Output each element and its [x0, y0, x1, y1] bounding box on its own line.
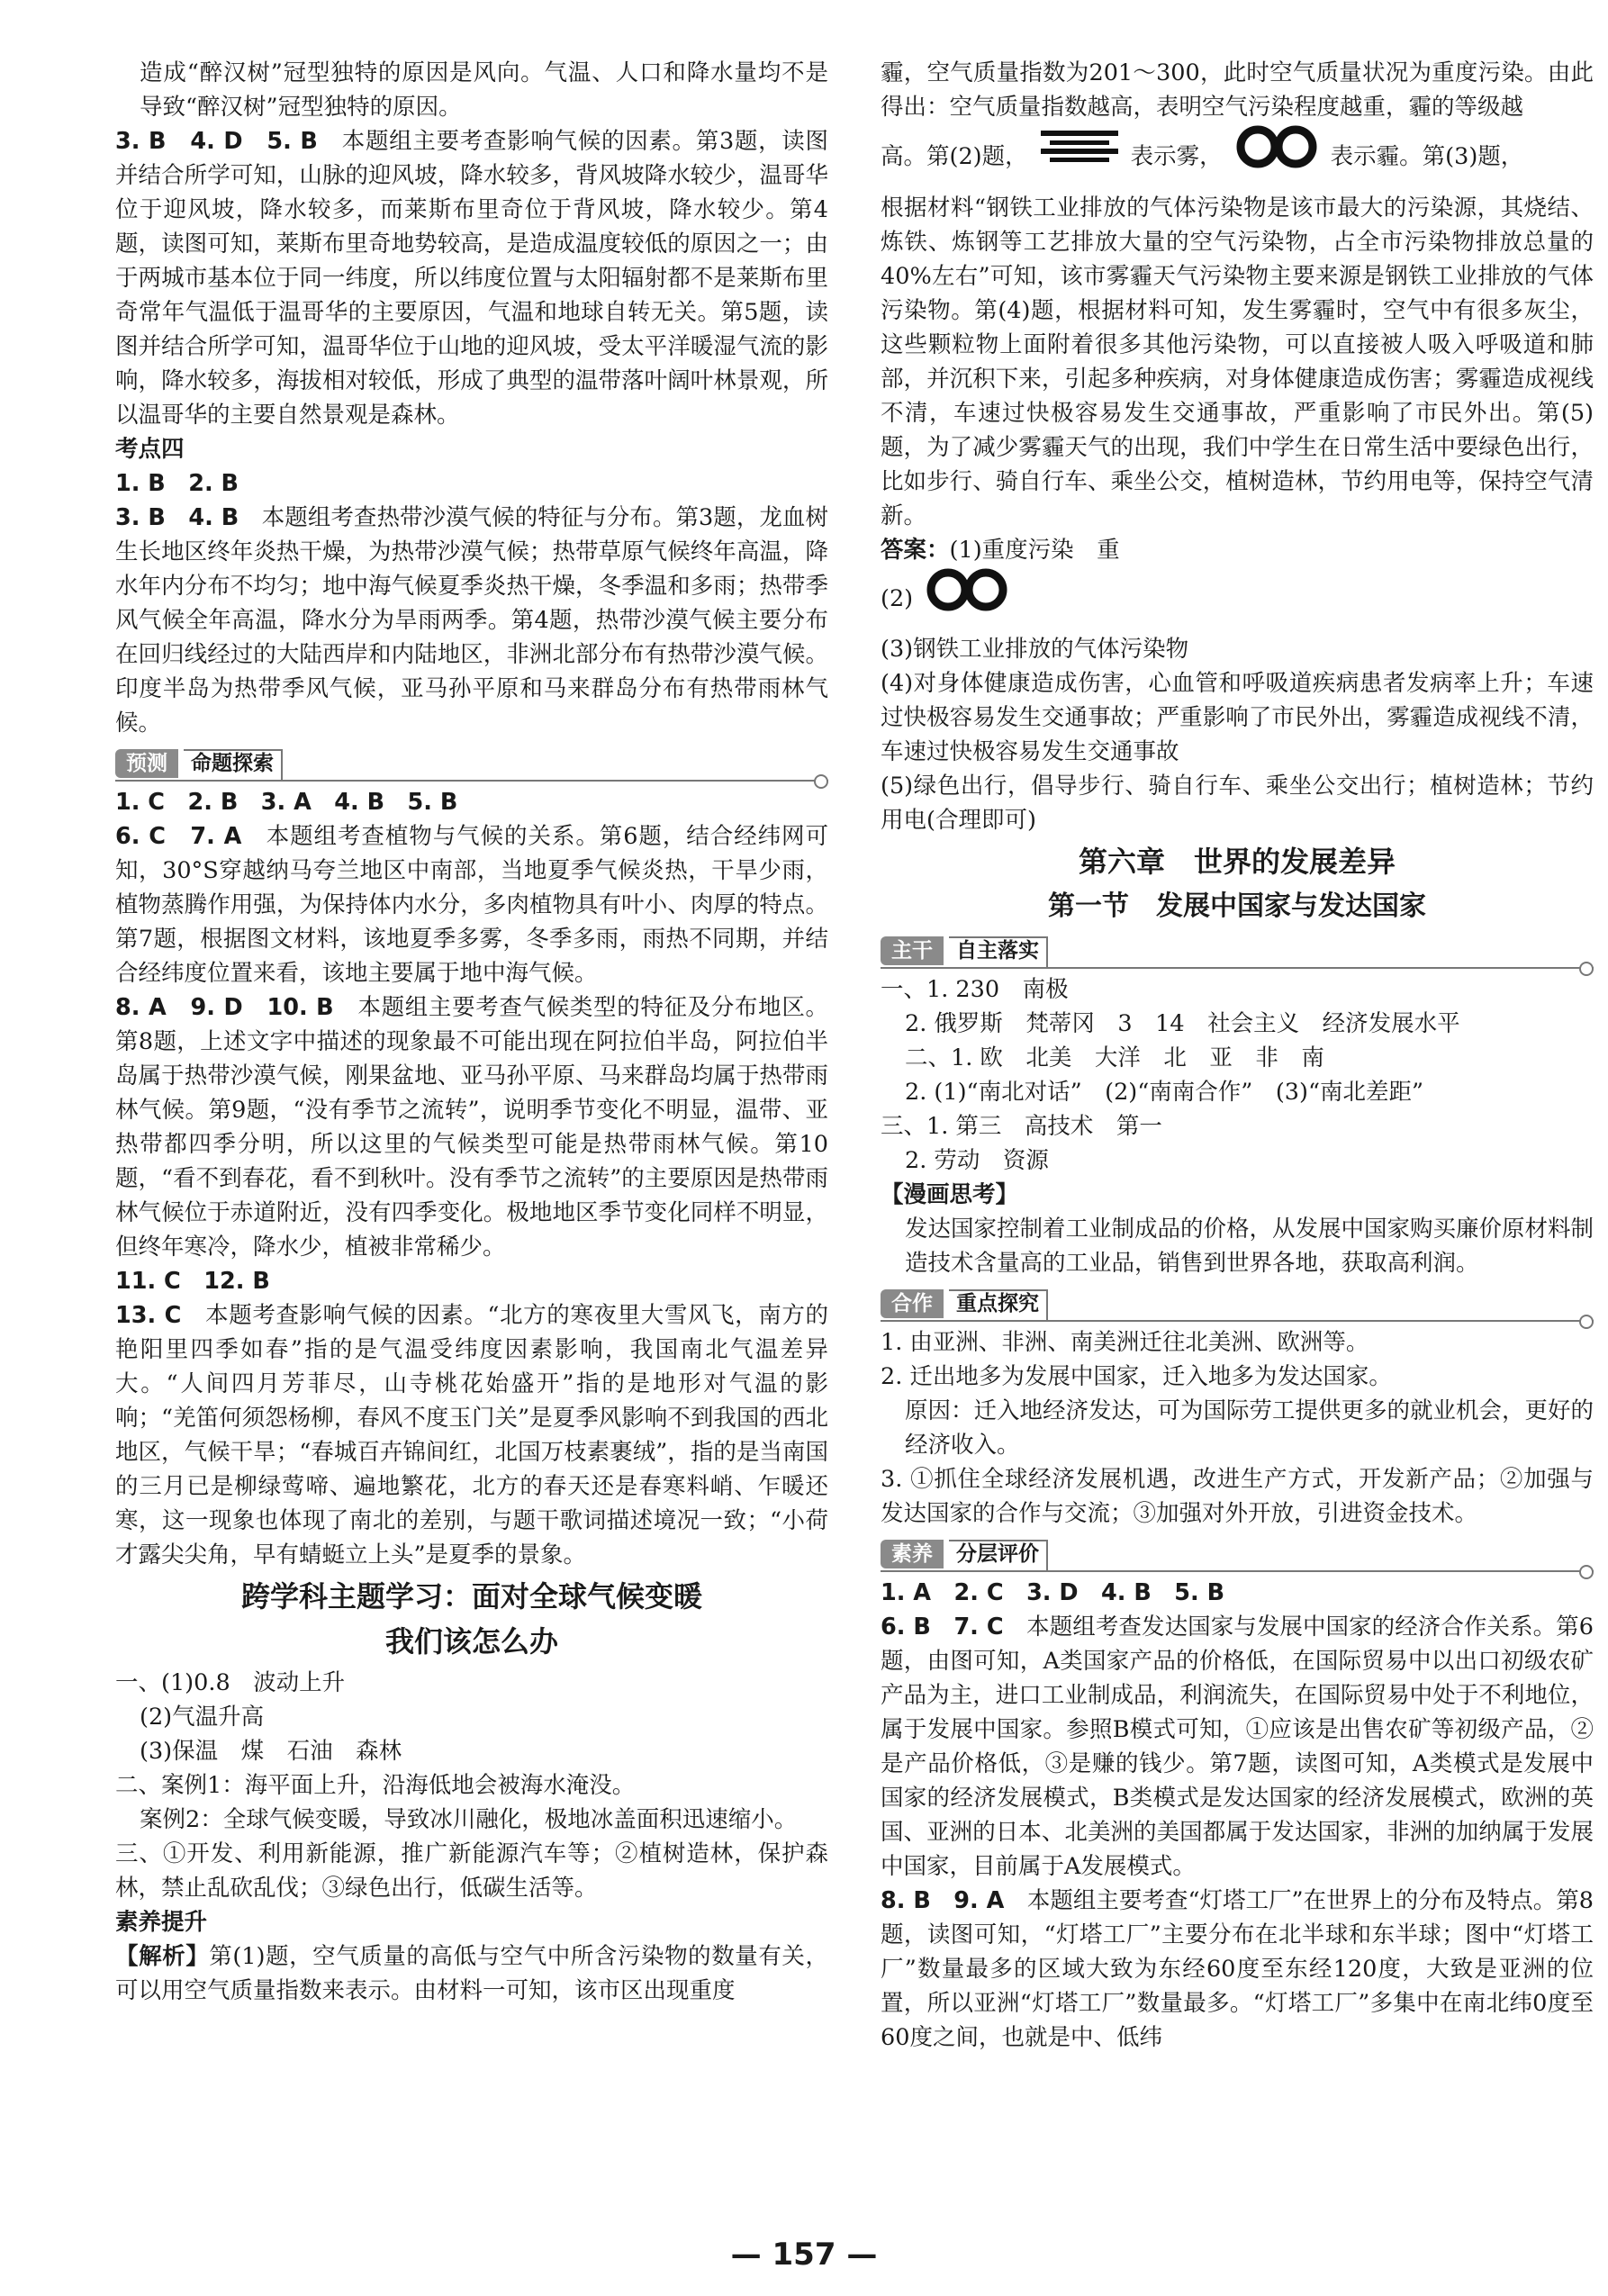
list-item: 2. 俄罗斯 梵蒂冈 3 14 社会主义 经济发展水平	[905, 1010, 1460, 1037]
answer-text: 本题组考查发达国家与发展中国家的经济合作关系。第6题，由图可知，A类国家产品的价格低，在国际贸易中以出口初级农矿产品为主，进口工业制成品，利润流失，在国际贸易中处于不利地位，属于发展中国家。参照B模式可知，①应该是出售农矿等初级产品，②是产品价格低，③是赚的钱少。第7题，读图可知，A类模式是发展中国家的经济发展模式，B类模式是发达国家的经济发展模式，欧洲的英国、亚洲的日本、北美洲的美国都属于发达国家，非洲的加纳属于发展中国家，目前属于A发展模式。	[881, 1614, 1594, 1880]
answer-text: 本题组主要考查气候类型的特征及分布地区。第8题，上述文字中描述的现象最不可能出现在阿拉伯半岛，阿拉伯半岛属于热带沙漠气候，刚果盆地、亚马孙平原、马来群岛均属于热带雨林气候。第9题，“没有季节之流转”，说明季节变化不明显，温带、亚热带都四季分明，所以这里的气候类型可能是热带雨林气候。第10题，“看不到春花，看不到秋叶。没有季节之流转”的主要原因是热带雨林气候位于赤道附近，没有四季变化。极地地区季节变化同样不明显，但终年寒冷，降水少，植被非常稀少。	[115, 994, 828, 1261]
section-label: 【漫画思考】	[881, 1181, 1019, 1208]
divider-dot	[1579, 1315, 1594, 1329]
section-bar-literacy	[881, 1536, 1594, 1572]
list-item: 二、案例1：海平面上升，沿海低地会被海水淹没。	[115, 1772, 636, 1799]
answer-numbers: 6. B 7. C	[881, 1614, 1004, 1641]
divider-dot	[1579, 1565, 1594, 1579]
answer-text: 本题组主要考查“灯塔工厂”在世界上的分布及特点。第8题，读图可知，“灯塔工厂”主要分布在北半球和东半球；图中“灯塔工厂”数量最多的区域大致为东经60度至东经120度，大致是亚洲的位置，所以亚洲“灯塔工厂”数量最多。“灯塔工厂”多集中在南北纬0度至60度之间，也就是中、低纬	[881, 1887, 1594, 2051]
answer-numbers-text: 1. B 2. B	[115, 470, 239, 497]
page-number: — 157 —	[730, 2237, 878, 2273]
text-block: 发达国家控制着工业制成品的价格，从发展中国家购买廉价原材料制造技术含量高的工业品，销售到世界各地，获取高利润。	[905, 1216, 1594, 1277]
answer-numbers: 8. A 9. D 10. B	[115, 994, 334, 1021]
list-item: 一、1. 230 南极	[881, 976, 1069, 1003]
section-tag: 素养	[881, 1540, 944, 1568]
answer-numbers: 3. B 4. D 5. B	[115, 128, 318, 155]
list-item: 原因：迁入地经济发达，可为国际劳工提供更多的就业机会，更好的经济收入。	[905, 1397, 1594, 1459]
answer-numbers: 6. C 7. A	[115, 823, 242, 850]
answer-tag: 答案：	[881, 537, 950, 564]
analysis-block	[115, 1939, 828, 2008]
section-tag: 预测	[115, 749, 178, 778]
section-label: 素养提升	[115, 1909, 208, 1936]
answer-line: (3)钢铁工业排放的气体污染物	[881, 636, 1189, 663]
list-item: 2. 劳动 资源	[905, 1147, 1049, 1174]
answer-text: 本题组考查热带沙漠气候的特征与分布。第3题，龙血树生长地区终年炎热干燥，为热带沙漠气候；热带草原气候终年高温，降水年内分布不均匀；地中海气候夏季炎热干燥，冬季温和多雨；热带季风气候全年高温，降水分为旱雨两季。第4题，热带沙漠气候主要分布在回归线经过的大陆西岸和内陆地区，非洲北部分布有热带沙漠气候。印度半岛为热带季风气候，亚马孙平原和马来群岛分布有热带雨林气候。	[115, 504, 828, 737]
symbol-line	[881, 124, 1594, 191]
right-column	[881, 56, 1594, 2055]
analysis-text: 第(1)题，空气质量的高低与空气中所含污染物的数量有关，可以用空气质量指数来表示。由材料一可知，该市区出现重度	[115, 1943, 828, 2004]
answer-block	[115, 819, 828, 990]
answer-line: (5)绿色出行，倡导步行、骑自行车、乘坐公交出行；植树造林；节约用电(合理即可)	[881, 773, 1594, 834]
section-bar-cooperate	[881, 1286, 1594, 1322]
answer-text: (1)重度污染 重	[949, 537, 1120, 564]
section-label: 考点四	[115, 436, 185, 463]
fog-symbol-icon	[1041, 129, 1118, 186]
topic-heading-2: 我们该怎么办	[384, 1624, 558, 1659]
list-item: 2. 迁出地多为发展中国家，迁入地多为发达国家。	[881, 1363, 1392, 1390]
list-item: (2)气温升高	[140, 1704, 265, 1731]
answer-numbers	[115, 785, 828, 819]
list-item: 3. ①抓住全球经济发展机遇，改进生产方式，开发新产品；②加强与发达国家的合作与交流；③加强对外开放，引进资金技术。	[881, 1466, 1594, 1527]
answer-numbers	[115, 466, 828, 501]
answer-numbers-text: 1. C 2. B 3. A 4. B 5. B	[115, 789, 458, 816]
answer-line	[881, 533, 1594, 567]
section-bar-predict	[115, 746, 828, 782]
section-title: 分层评价	[949, 1540, 1048, 1572]
divider-dot	[1579, 962, 1594, 976]
answer-text: 本题组主要考查影响气候的因素。第3题，读图并结合所学可知，山脉的迎风坡，降水较多，背风坡降水较少，温哥华位于迎风坡，降水较多，而莱斯布里奇位于背风坡，降水较少。第4题，读图可知，莱斯布里奇地势较高，是造成温度较低的原因之一；由于两城市基本位于同一纬度，所以纬度位置与太阳辐射都不是莱斯布里奇常年气温低于温哥华的主要原因，气温和地球自转无关。第5题，读图并结合所学可知，温哥华位于山地的迎风坡，受太平洋暖湿气流的影响，降水较多，海拔相对较低，形成了典型的温带落叶阔叶林景观，所以温哥华的主要自然景观是森林。	[115, 128, 828, 429]
haze-symbol-icon	[926, 567, 1008, 632]
answer-numbers-text: 1. A 2. C 3. D 4. B 5. B	[881, 1579, 1225, 1606]
list-item: 案例2：全球气候变暖，导致冰川融化，极地冰盖面积迅速缩小。	[140, 1806, 798, 1833]
list-item: 一、(1)0.8 波动上升	[115, 1669, 346, 1696]
answer-block	[881, 1610, 1594, 1884]
answer-numbers-text: 11. C 12. B	[115, 1268, 270, 1295]
answer-text: (2)	[881, 585, 914, 612]
list-item: 1. 由亚洲、非洲、南美洲迁往北美洲、欧洲等。	[881, 1329, 1369, 1356]
list-item: 三、1. 第三 高技术 第一	[881, 1113, 1162, 1140]
section-tag: 主干	[881, 936, 944, 965]
list-item: (3)保温 煤 石油 森林	[140, 1738, 402, 1765]
answer-block	[115, 501, 828, 740]
list-item: 二、1. 欧 北美 大洋 北 亚 非 南	[905, 1044, 1324, 1071]
analysis-tag: 【解析】	[115, 1943, 210, 1970]
list-item: 三、①开发、利用新能源，推广新能源汽车等；②植树造林，保护森林，禁止乱砍乱伐；③绿色出行，低碳生活等。	[115, 1840, 828, 1902]
answer-block	[115, 990, 828, 1264]
section-title: 自主落实	[949, 936, 1048, 969]
answer-block	[115, 1298, 828, 1572]
section-tag: 合作	[881, 1289, 944, 1318]
answer-block	[881, 1884, 1594, 2055]
text-span: 高。第(2)题，	[881, 143, 1028, 170]
left-column	[115, 56, 828, 2008]
answer-numbers: 3. B 4. B	[115, 504, 239, 531]
answer-numbers: 13. C	[115, 1302, 182, 1329]
text-block: 造成“醉汉树”冠型独特的原因是风向。气温、人口和降水量均不是导致“醉汉树”冠型独特的原因。	[140, 59, 828, 121]
section-title: 第一节 发展中国家与发达国家	[1048, 890, 1426, 922]
text-span: 表示霾。第(3)题，	[1330, 143, 1524, 170]
text-block: 根据材料“钢铁工业排放的气体污染物是该市最大的污染源，其烧结、炼铁、炼钢等工艺排放大量的空气污染物，占全市污染物排放总量的40%左右”可知，该市雾霾天气污染物主要来源是钢铁工业排放的气体污染物。第(4)题，根据材料可知，发生雾霾时，空气中有很多灰尘，这些颗粒物上面附着很多其他污染物，可以直接被人吸入呼吸道和肺部，并沉积下来，引起多种疾病，对身体健康造成伤害；雾霾造成视线不清，车速过快极容易发生交通事故，严重影响了市民外出。第(5)题，为了减少雾霾天气的出现，我们中学生在日常生活中要绿色出行，比如步行、骑自行车、乘坐公交，植树造林，节约用电等，保持空气清新。	[881, 194, 1594, 529]
section-bar-main	[881, 933, 1594, 969]
answer-numbers	[115, 1264, 828, 1298]
haze-symbol-icon	[1235, 124, 1318, 191]
section-title: 命题探索	[184, 749, 283, 782]
chapter-title: 第六章 世界的发展差异	[1078, 845, 1396, 879]
topic-heading-1: 跨学科主题学习：面对全球气候变暖	[240, 1579, 702, 1614]
answer-line	[881, 567, 1594, 632]
answer-numbers	[881, 1576, 1594, 1610]
answer-block	[115, 124, 828, 432]
divider-dot	[814, 774, 828, 789]
answer-line: (4)对身体健康造成伤害，心血管和呼吸道疾病患者发病率上升；车速过快极容易发生交通事故；严重影响了市民外出，雾霾造成视线不清，车速过快极容易发生交通事故	[881, 670, 1594, 765]
text-block: 霾，空气质量指数为201～300，此时空气质量状况为重度污染。由此得出：空气质量指数越高，表明空气污染程度越重，霾的等级越	[881, 59, 1594, 121]
answer-text: 本题考查影响气候的因素。“北方的寒夜里大雪风飞，南方的艳阳里四季如春”指的是气温受纬度因素影响，我国南北气温差异大。“人间四月芳菲尽，山寺桃花始盛开”指的是地形对气温的影响；“羌笛何须怨杨柳，春风不度玉门关”是夏季风影响不到我国的西北地区，气候干旱；“春城百卉锦间红，北国万枝素裹绒”，指的是当南国的三月已是柳绿莺啼、遍地繁花，北方的春天还是春寒料峭、乍暖还寒，这一现象也体现了南北的差别，与题干歌词描述境况一致；“小荷才露尖尖角，早有蜻蜓立上头”是夏季的景象。	[115, 1302, 828, 1568]
answer-numbers: 8. B 9. A	[881, 1887, 1005, 1914]
answer-text: 本题组考查植物与气候的关系。第6题，结合经纬网可知，30°S穿越纳马夸兰地区中南部，当地夏季气候炎热，干旱少雨，植物蒸腾作用强，为保持体内水分，多肉植物具有叶小、肉厚的特点。第7题，根据图文材料，该地夏季多雾，冬季多雨，雨热不同期，并结合经纬度位置来看，该地主要属于地中海气候。	[115, 823, 828, 987]
text-span: 表示雾，	[1130, 143, 1223, 170]
section-title: 重点探究	[949, 1289, 1048, 1322]
list-item: 2. (1)“南北对话” (2)“南南合作” (3)“南北差距”	[905, 1079, 1424, 1106]
